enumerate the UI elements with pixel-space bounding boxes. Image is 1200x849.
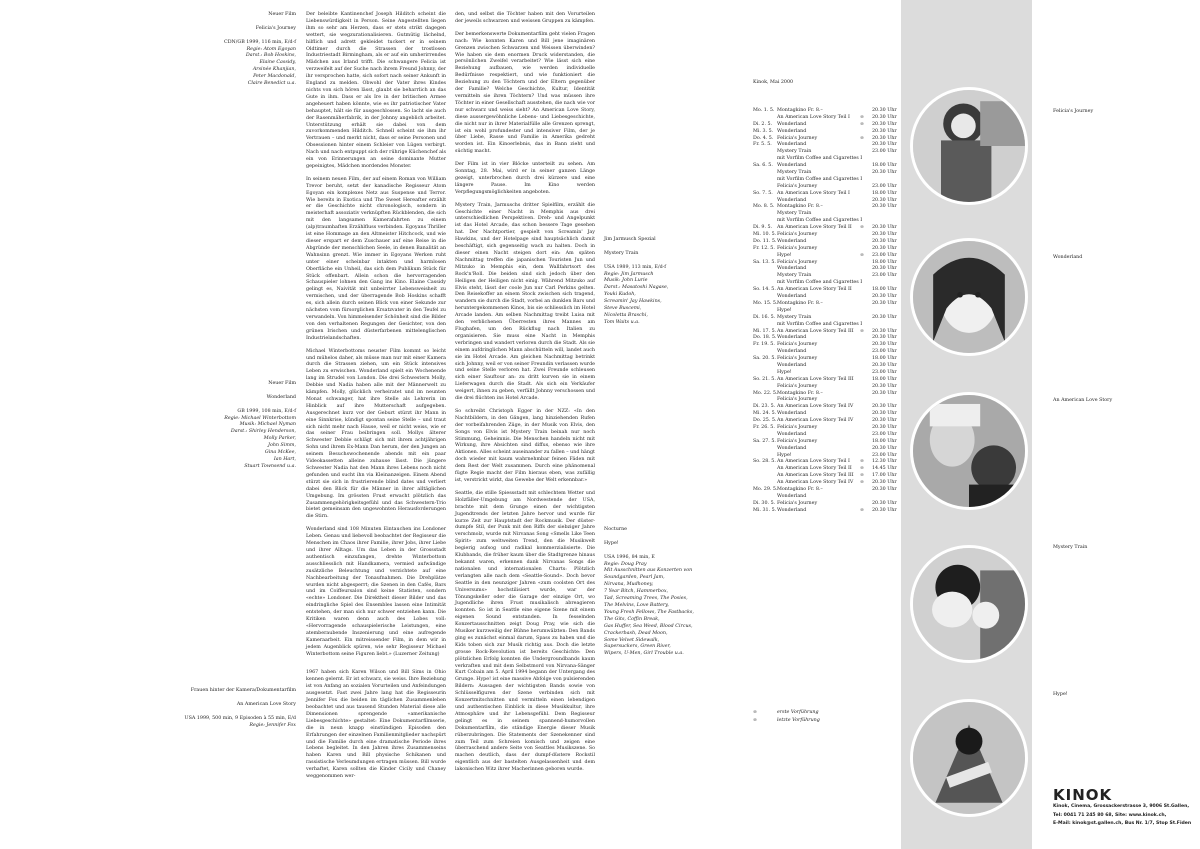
credit-line: Stuart Townsend u.a.	[244, 463, 296, 469]
schedule-title: An American Love Story Teil I	[777, 459, 850, 465]
credit-line: Claire Benedict u.a.	[247, 81, 296, 87]
meta-line: An American Love Story	[236, 701, 296, 707]
schedule-title: Wonderland	[777, 335, 807, 341]
credit-line: Soundgarden, Pearl Jam,	[604, 575, 665, 581]
schedule-time: 20.30 Uhr	[872, 335, 897, 341]
schedule-row	[753, 300, 897, 308]
schedule-title: Wonderland	[777, 507, 807, 513]
schedule-time: 20.30 Uhr	[872, 418, 897, 424]
schedule-title: An American Love Story Teil IV	[777, 404, 854, 410]
credit-line: The Melvins, Love Battery,	[604, 602, 669, 608]
schedule-legend	[753, 709, 820, 725]
credit-line: Nirvana, Mudhoney,	[604, 582, 654, 588]
meta-line: Neuer Film	[268, 381, 296, 386]
schedule-mark: ∞	[860, 328, 864, 334]
credit-line: The Gits, Coffin Break,	[604, 616, 660, 622]
schedule-row	[753, 135, 897, 143]
schedule-date: Di. 16. 5.	[753, 314, 776, 320]
schedule-title: Felicia's Journey	[777, 183, 818, 189]
schedule-date: Mo. 1. 5.	[753, 108, 775, 113]
meta-line: Nocturne	[604, 527, 628, 532]
credit-line: Gas Huffer, Sea Weed, Blood Circus,	[604, 623, 693, 629]
schedule-date: Do. 18. 5.	[753, 335, 777, 341]
schedule-row	[753, 252, 897, 260]
article-column-1	[306, 12, 446, 787]
schedule-time: 20.30 Uhr	[872, 225, 897, 231]
schedule-row	[753, 128, 897, 136]
schedule-time: 12.30 Uhr	[872, 459, 897, 465]
contact-line: Tel: 0041 71 245 80 68, Site: www.kinok.ch,	[1053, 812, 1167, 818]
schedule-time: 20.30 Uhr	[872, 294, 897, 300]
schedule-time: 23.00 Uhr	[872, 349, 897, 355]
film-meta-american-love-story	[158, 688, 296, 729]
credit-line: Youki Kudoh,	[604, 292, 636, 298]
schedule-title: Felicia's Journey	[777, 438, 818, 444]
schedule-date: Mi. 31. 5.	[753, 507, 777, 513]
schedule-title: Wonderland	[777, 294, 807, 300]
schedule-date: So. 14. 5.	[753, 287, 776, 293]
schedule-date: Di. 9. 5.	[753, 225, 773, 231]
schedule-title: Wonderland	[777, 121, 807, 127]
schedule-mark: ∞	[860, 252, 864, 258]
schedule-date: Mo. 29. 5.	[753, 486, 778, 492]
schedule-row	[753, 486, 897, 494]
schedule-row	[753, 142, 897, 149]
schedule-title: Wonderland	[777, 142, 807, 148]
meta-line	[604, 258, 744, 265]
schedule-time: 20.30 Uhr	[872, 342, 897, 348]
meta-line	[178, 19, 296, 26]
credit-line: Mit Ausschnitten aus Konzerten von	[604, 568, 693, 574]
schedule-time: 20.30 Uhr	[872, 114, 897, 120]
legend-symbol: ∞	[753, 718, 757, 723]
schedule-title: An American Love Story Teil I	[777, 190, 850, 196]
schedule-row	[753, 418, 897, 425]
credit-line: Darst.: Shirley Henderson,	[230, 429, 296, 435]
credit-line: John Simm,	[268, 443, 296, 449]
schedule-title: Montagkino Fr. 8.–	[777, 486, 823, 492]
credit-line: Regie: Atom Egoyan	[246, 46, 296, 52]
credit-line: Regie: Michael Winterbottom	[224, 415, 296, 421]
schedule-title: Montagkino Fr. 8.–	[777, 300, 823, 306]
schedule-title: An American Love Story Teil IV	[777, 418, 854, 424]
contact-line: Kinok, Cinema, Grossackerstrasse 3, 9006 St.Gallen,	[1053, 804, 1190, 809]
meta-line	[158, 709, 296, 716]
schedule-title: Felicia's Journey	[777, 135, 818, 141]
schedule-title: Wonderland	[777, 238, 807, 244]
credit-line: Crackerbash, Dead Moon,	[604, 630, 668, 636]
legend-text: erste Vorführung	[777, 710, 819, 715]
schedule-row	[753, 190, 897, 198]
schedule-date: Fr. 5. 5.	[753, 142, 772, 148]
schedule-row	[753, 445, 897, 453]
schedule-title: Wonderland	[777, 362, 807, 368]
schedule-time: 20.30 Uhr	[872, 314, 897, 320]
credit-line: Molly Parker,	[263, 436, 296, 442]
schedule-header: Kinok, Mai 2000	[753, 80, 794, 85]
schedule-date: So. 7. 5.	[753, 190, 773, 196]
schedule-title: Mystery Train	[777, 314, 812, 320]
schedule-date: So. 28. 5.	[753, 459, 776, 465]
schedule-title: mit Vorfilm Coffee and Cigarettes I	[777, 156, 863, 162]
schedule-title: An American Love Story Teil IV	[777, 480, 854, 486]
credit-line: Tom Waits u.a.	[604, 319, 640, 325]
schedule-title: Montagkino Fr. 8.–	[777, 108, 823, 113]
schedule-time: 18.00 Uhr	[872, 287, 897, 293]
schedule-time: 20.30 Uhr	[872, 238, 897, 244]
schedule-row	[753, 507, 897, 515]
kinok-logo: KINOK	[1053, 786, 1113, 804]
schedule-row	[753, 383, 897, 391]
schedule-title: Wonderland	[777, 163, 807, 169]
schedule-time: 20.30 Uhr	[872, 383, 897, 389]
credit-line: Steve Buscemi,	[604, 306, 642, 312]
schedule-time: 20.30 Uhr	[872, 390, 897, 396]
meta-line: Mystery Train	[604, 250, 639, 256]
schedule-title: Felicia's Journey	[777, 500, 818, 506]
schedule-row	[753, 369, 897, 377]
schedule-row	[753, 232, 897, 239]
meta-line: USA 1999, 500 min, 9 Episoden à 55 min, E/d	[184, 715, 296, 721]
schedule-row	[753, 225, 897, 232]
schedule-row	[753, 294, 897, 301]
schedule-row	[753, 362, 897, 370]
photo-hype	[910, 699, 1028, 817]
caption-american-love-story: An American Love Story	[1053, 398, 1113, 403]
schedule-time: 18.00 Uhr	[872, 190, 897, 196]
photo-wonderland	[910, 238, 1028, 356]
schedule-title: Wonderland	[777, 349, 807, 355]
schedule-row	[753, 204, 897, 211]
schedule-title: An American Love Story Teil II	[777, 287, 852, 293]
schedule-time: 20.30 Uhr	[872, 362, 897, 368]
schedule-time: 20.30 Uhr	[872, 480, 897, 486]
schedule-time: 20.30 Uhr	[872, 500, 897, 506]
article-column-2	[455, 12, 595, 780]
caption-wonderland: Wonderland	[1053, 255, 1083, 260]
credit-line: Ian Hart,	[273, 456, 296, 462]
paragraph: 1967 haben sich Karen Wilson und Bill Sims in Ohio kennen gelernt. Er ist schwarz, sie weiss. Ihre Beziehung ist von Anfang an sozialen Vorurteilen und Anfeindungen ausgesetzt. Fast zwei Jahre lang hat die Regisseurin Jennifer Fox die beiden im täglichen Zusammenleben beobachtet und aus tausend Stunden Material diese alle Dimensionen sprengende «amerikanische Liebesgeschichte» gestaltet: Eine Dokumentarfilmserie, die in neun knapp einstündigen Episoden den Erfahrungen der einzelnen Familienmitglieder nachspürt und die Familie durch eine dramatische Periode ihres Lebens begleitet. In den Jahren ihres Zusammenseins haben Karen und Bill physische Schikanen und rassistische Verleumdungen ertragen müssen. Bill wurde verhaftet, Karen sollten die Kinder Cicily und Chaney weggenommen wer-	[306, 670, 446, 780]
schedule-title: Wonderland	[777, 411, 807, 417]
schedule-title: An American Love Story Teil II	[777, 466, 852, 472]
credit-line: Regie: Jim Jarmusch	[604, 271, 654, 277]
schedule-time: 18.00 Uhr	[872, 163, 897, 169]
schedule-time: 20.30 Uhr	[872, 142, 897, 148]
meta-line: Hype!	[604, 540, 619, 546]
credit-line: Screamin' Jay Hawkins,	[604, 299, 662, 305]
contact-line: E-Mail: kinok@st.gallen.ch, Bus Nr. 1/7, Stop St.Fiden	[1053, 821, 1192, 827]
credit-line: Darst.: Bob Hoskins,	[245, 53, 296, 59]
caption-hype: Hype!	[1053, 692, 1068, 697]
credit-line: Darst.: Masatoshi Nagase,	[604, 285, 669, 291]
schedule-title: An American Love Story Teil III	[777, 376, 854, 382]
credit-line: Musik: Michael Nyman	[239, 422, 296, 428]
schedule-mark: ∞	[860, 225, 864, 231]
schedule-time: 14.45 Uhr	[872, 466, 897, 472]
schedule-title: Hype!	[777, 452, 792, 458]
schedule-time: 23.00 Uhr	[872, 183, 897, 189]
schedule-mark: ∞	[860, 121, 864, 127]
schedule-title: mit Vorfilm Coffee and Cigarettes I	[777, 176, 863, 182]
schedule-row	[753, 245, 897, 253]
schedule-title: Felicia's Journey	[777, 397, 818, 403]
schedule-title: Wonderland	[777, 493, 807, 499]
schedule-title: mit Vorfilm Coffee and Cigarettes I	[777, 321, 863, 327]
meta-line: Felicia's Journey	[255, 25, 296, 31]
schedule-row	[753, 259, 897, 267]
schedule-date: So. 21. 5.	[753, 376, 776, 382]
paragraph: Der Film ist in vier Blöcke unterteilt zu sehen. Am Sonntag, 28. Mai, wird er in seiner ganzen Länge gezeigt, unterbrochen durch drei kürzere und eine längere Pause. Im Kino werden Verpflegungsmöglichkeiten angeboten.	[455, 162, 595, 195]
schedule-mark: ∞	[860, 459, 864, 465]
meta-line: GB 1999, 108 min, E/d-f	[237, 408, 296, 414]
meta-line	[604, 534, 744, 541]
schedule-title: Wonderland	[777, 445, 807, 451]
schedule-time: 23.00 Uhr	[872, 369, 897, 375]
credit-line: Wipers, U-Men, Girl Trouble u.a.	[604, 651, 684, 657]
schedule-title: mit Vorfilm Coffee and Cigarettes I	[777, 218, 863, 224]
schedule-row	[753, 266, 897, 273]
schedule-date: Fr. 19. 5.	[753, 342, 775, 348]
film-meta-felicia	[178, 12, 296, 88]
schedule-time: 23.00 Uhr	[872, 252, 897, 258]
meta-line: USA 1996, 84 min, E	[604, 554, 655, 560]
schedule-mark: ∞	[860, 473, 864, 479]
film-meta-wonderland	[178, 381, 296, 471]
schedule-title: Wonderland	[777, 431, 807, 437]
photo-american-love-story	[910, 392, 1028, 510]
meta-line	[604, 244, 744, 251]
schedule-date: Fr. 26. 5.	[753, 424, 775, 430]
schedule-time: 20.30 Uhr	[872, 121, 897, 127]
schedule-row	[753, 424, 897, 432]
schedule-table	[753, 108, 897, 515]
paragraph: Michael Winterbottoms neuster Film kommt so leicht und mühelos daher, als müsse man nur mit einer Kamera durch die Strassen ziehen, um ein Stück intensives Leben zu erwischen. Wonderland spielt ein Wochenende lang im Strudel von London. Die drei Schwestern Molly, Debbie und Nadia haben alle mit der Männerwelt zu kämpfen. Molly, glücklich verheiratet und im neunten Monat schwanger, hat ihre Stelle als Lehrerin im Hinblick auf ihre Mutterschaft aufgegeben. Ausgerechnet kurz vor der Geburt stürzt ihr Mann in eine Sinnkrise, kündigt spontan seine Stelle – und traut sich nicht mehr nach Hause, weil er nicht weiss, wie er das seiner Frau beibringen soll. Mollys älterer Schwester Debbie schlägt sich mit ihrem achtjährigen Sohn und ihrem Ex-Mann Dan herum, der den Jungen an seinem Besuchswochenende abends mit ein paar Videokassetten alleine zuhause lässt. Die jüngere Schwester Nadia hat den Mann ihres Lebens noch nicht gefunden und sucht ihn via Kleinanzeigen. Einem Abend stürzt sie sich in frustrierende blind dates und verliert dabei den Blick für die Männer in ihrer alltäglichen Umgebung. Im grössten Frust erwacht plötzlich das Zusammengehörigkeitsgefühl und das Schwestern-Trio bietet gemeinsam den ungewohnten Herausforderungen die Stirn.	[306, 348, 446, 520]
schedule-row	[753, 170, 897, 177]
schedule-title: Mystery Train	[777, 149, 812, 155]
credit-line: Gina McKee,	[264, 450, 296, 456]
schedule-time: 20.30 Uhr	[872, 424, 897, 430]
schedule-time: 20.30 Uhr	[872, 204, 897, 210]
schedule-time: 20.30 Uhr	[872, 486, 897, 492]
paragraph: In seinem neuen Film, der auf einem Roman von William Trevor beruht, setzt der kanadische Regisseur Atom Egoyan ein komplexes Netz aus Suspense und Terror. Wie bereits in Exotica und The Sweet Hereafter erzählt er die Geschichte nicht chronologisch, sondern in meisterhaft assoziativ verknüpften Rückblenden, die sich mit den langsamen Kamerafahrten zu einem (alp)traumhaften Erzählfluss verbinden. Egoyans Thriller ist eine Hommage an den Altmeister Hitchcock, und wie dieser erspart er dem Zuschauer auf eine Reise in die Abgründe der menschlichen Seele, in denen Banalität an Wahnsinn grenzt. Wie immer in Egoyans Werken ruht unter einer scheinbar intakten und harmlosen Oberfläche ein Unheil, das sich dem Publikum Stück für Stück offenbart. Allein schon die hervorragenden Schauspieler lohnen den Gang ins Kino. Elaine Cassidy gelingt es, Naivität mit unbeirrter Lebensweisheit zu vermischen, und der überragende Bob Hoskins schafft es, sich allein durch seinen Blick von einer Sekunde zur nächsten vom fürsorglichen Ersatzvater in den Teufel zu verwandeln. Von himmelsender Schönheit sind die Bilder von den verhaltenen Regungen der Gesichter, von den grünen Irischen und düsterfarbenen mittelenglischen Industrielandschaften.	[306, 176, 446, 341]
schedule-title: An American Love Story Teil III	[777, 473, 854, 479]
schedule-time: 20.30 Uhr	[872, 245, 897, 251]
paragraph: Seattle, die stille Spiessstadt mit schlechtem Wetter und Holzfäller-Umgebung am Nordwestende der USA, brachte mit dem Grunge einen der wichtigsten Jugendtrends der letzten Jahre hervor und wurde für kurze Zeit zur Hauptstadt der Rockmusik. Der düster-dumpfe Stil, der Punk mit den Riffs der siebziger Jahre verschmolz, wurde mit Nirvanas Song «Smells Like Teen Spirit» zum weltweiten Trend, den die Musikwelt begierig aufsog und radikal kommerzialisierte. Die Klubbands, die früher kaum über die Stadtgrenze hinaus bekannt waren, erkennen dank Nirvanas Songs die nationalen und internationalen Charts: Plötzlich verlangten alle nach dem «Seattle-Sound». Doch bevor Seattle in den neunziger Jahren «zum coolsten Ort des Universums» hochstilisiert wurde, war der Tönungskeller oder die Garage der einzige Ort, wo Jugendliche ihren Frust musikalisch abreagieren konnten. So ist in Seattle eine eigene Szene mit einem eigenen Sound entstanden. In fesselnden Konzertausschnitten zeigt Doug Pray, wie sich die Musiker kurzweilig der Bühne herumwälzten: Den Bands ging es zunächst einmal darum, Spass zu haben und die Kids toben sich zur Musik richtig aus. Doch die letzte grosse Rock-Revolution ist bereits Geschichte: Den plötzlichen Erfolg konnten die Undergroundbands kaum verkraften und mit dem Selbstmord von Nirvana-Sänger Kurt Cobain am 5. April 1994 begann der Untergang des Grunge. Hype! ist eine massive Abfolge von pulsierenden Bildern: Aussagen der wichtigsten Bands sowie von Schlüsselfiguren der Szene verbinden sich mit Konzertmitschnitten und vermitteln einen lebendigen und authentischen Einblick in diese Musikkultur, ihre Atmosphäre und ihr Lebensgefühl. Dem Regisseur gelingt es in seinem spannend-humorvollen Dokumentarfilm, die ständige Energie dieser Musik rüberzubringen. Die Statements der Szenekenner sind zum Teil zum Schreien komisch und zeigen eine überraschend andere Seite von Seattles Musikszene. So machen deutlich, dass der dumpf-düstere Rockstil eigentlich aus der bastelten Ausgelassenheit und dem lakonischen Witz ihrer Macherinnen geboren wurde.	[455, 490, 595, 773]
paragraph: Der beleibte Kantinenchef Joseph Hilditch scheint die Liebenswürdigkeit in Person. Seine Angestellten liegen ihm so sehr am Herzen, dass er stets strikt dagegen wettert, sie wegzurationalisieren. Gutmütig lächelnd, hilflich und adrett gekleidet tuckert er in seinem Oldtimer durch die Strassen der trostlosen Industriestadt Birmingham, als er auf ein umherirrendes Mädchen aus Irland trifft. Die schwangere Felicia ist verzweifelt auf der Suche nach ihrem Freund Johnny, der ihr versprochen hatte, sich sofort nach seiner Ankunft in England zu melden. Obwohl der Vater ihres Kindes nichts von sich hören lässt, glaubt sie beharrlich an das Gute in ihm. Dass er als Ire in der britischen Armee angeheuert haben könnte, wie es ihr patriotischer Vater behauptet, hält sie für ausgeschlossen. So lacht sie auch der Rasenmäherfabrik, in der Johnny angeblich arbeitet. Unterstützung erhält sie dabei von dem zuvorkommenden Hilditch. Schnell scheint sie ihm ihr Vertrauen – und merkt nicht, dass er seine Personen und Obsessionen hinter einem Schleier von Lügen verbirgt. Nach und nach entpuppt sich der rührige Küchenchef als ein von Erinnerungen an seine dominante Mutter gepeinigtes, Mädchen mordendes Monster.	[306, 12, 446, 169]
schedule-date: Mo. 15. 5.	[753, 300, 778, 306]
legend-item	[753, 709, 820, 717]
schedule-mark: ∞	[860, 114, 864, 120]
caption-felicias-journey: Felicia's Journey	[1053, 109, 1094, 114]
meta-line: Neuer Film	[268, 12, 296, 17]
schedule-date: Di. 30. 5.	[753, 500, 776, 506]
schedule-mark: ∞	[860, 135, 864, 141]
credit-line: Tad, Screaming Trees, The Posies,	[604, 596, 688, 602]
schedule-time: 20.30 Uhr	[872, 135, 897, 141]
schedule-date: Mo. 22. 5.	[753, 390, 778, 396]
legend-item	[753, 717, 820, 725]
schedule-time: 18.00 Uhr	[872, 438, 897, 444]
schedule-row	[753, 238, 897, 246]
paragraph: So schreibt Christoph Egger in der NZZ: «In den Nachtbildern, in den Gängen, lang hinziehenden Rufen der vorbeifahrenden Züge, in der Musik von Elvis, den Songs von Elvis ist Mystery Train beinah nur noch Stimmung, Geheimnis. Die Menschen handeln nicht mit Wirkung, ihre Absichten sind diffus, ebenso wie ihre Aktionen. Alles scheint auseinander zu fallen – und hängt doch wieder mit kaum wahrnehmbar feinen Fäden mit dem Rest der Welt zusammen. Durch eine phänomenal fügte Regie macht der Film hieraus eben, was zufällig ist, verstrickt wirkt, das Gewebe der Welt erkennbar.»	[455, 408, 595, 483]
schedule-time: 20.30 Uhr	[872, 328, 897, 334]
schedule-date: Mi. 3. 5.	[753, 128, 774, 134]
schedule-time: 23.00 Uhr	[872, 273, 897, 279]
schedule-time: 23.00 Uhr	[872, 452, 897, 458]
schedule-title: Mystery Train	[777, 273, 812, 279]
schedule-time: 20.30 Uhr	[872, 411, 897, 417]
schedule-row	[753, 156, 891, 163]
schedule-row	[753, 163, 897, 170]
schedule-title: Wonderland	[777, 128, 807, 134]
schedule-time: 20.30 Uhr	[872, 108, 897, 113]
schedule-row	[753, 114, 897, 122]
schedule-row	[753, 322, 891, 329]
meta-line: CDN/GB 1999, 116 min, E/d-f	[224, 39, 296, 45]
schedule-time: 20.30 Uhr	[872, 232, 897, 238]
schedule-title: mit Vorfilm Coffee and Cigarettes I	[777, 280, 863, 286]
paragraph: Mystery Train, Jarmuschs dritter Spielfilm, erzählt die Geschichte einer Nacht in Memphis aus drei unterschiedlichen Perspektiven. Dreh- und Angelpunkt ist das Hotel Arcade, das schon bessere Tage gesehen hat. Der Nachtportier, gespielt von Screamin' Jay Hawkins, und der Hotelpage sind hauptsächlich damit beschäftigt, sich gegenseitig wach zu halten. Doch in dieser einen Nacht steigen dort ein: Am späten Nachmittag treffen die japanischen Touristen Jun und Mitzuko in Memphis ein, dem Wallfahrtsort des Rock'n'Roll. Die beiden sind sich jedoch über den Heiligen der Heiligen nicht einig. Während Mitzuko auf Elvis steht, lässt der coole Jun nur Carl Perkins gelten. Den Reisekoffer an einem Stock zwischen sich tragend, wandern sie durch die Stadt, vorbei an dunklen Bars und heruntergekommenen Kinos, bis sie schliesslich im Hotel Arcade landen. Am selben Nachmittag treibt Luisa mit den verblichenen Überresten ihres Mannes am Flughafen, um den Rückflug nach Italien zu organisieren. Sie muss eine Nacht in Memphis verbringen und wandert verloren durch die Stadt. Als sie einem aufdringlichen Mann abschütteln will, landet auch sie im Hotel Arcade. Am gleichen Nachmittag betrinkt sich Johnny, weil er von seiner Freundin verlassen wurde und seine Stelle verloren hat. Zwei Freunde schleusen sich einer Sauftour an: zu dritt kurven sie in einem Lieferwagen durch die Stadt. Als sich ein Verkäufer weigert, ihnen zu geben, verfällt Johnny verschossen und die drei flüchten ins Hotel Arcade.	[455, 202, 595, 402]
meta-line	[178, 402, 296, 409]
schedule-title: Hype!	[777, 307, 792, 313]
credit-line: Peter Macdonald,	[253, 74, 296, 80]
schedule-title: An American Love Story Teil I	[777, 114, 850, 120]
schedule-title: Felicia's Journey	[777, 245, 818, 251]
schedule-title: Felicia's Journey	[777, 232, 818, 238]
credit-line: Elaine Cassidy,	[259, 60, 296, 66]
schedule-date: Do. 11. 5.	[753, 238, 777, 244]
credit-line: Regie: Doug Pray	[604, 561, 647, 567]
schedule-row	[753, 390, 897, 398]
schedule-date: Mi. 24. 5.	[753, 411, 777, 417]
schedule-time: 20.30 Uhr	[872, 300, 897, 306]
credit-line: 7 Year Bitch, Hammerbox,	[604, 589, 669, 595]
schedule-row	[753, 183, 897, 191]
schedule-title: Felicia's Journey	[777, 383, 818, 389]
schedule-time: 20.30 Uhr	[872, 404, 897, 410]
schedule-title: Felicia's Journey	[777, 424, 818, 430]
schedule-date: Mo. 8. 5.	[753, 204, 775, 210]
photo-mystery-train	[910, 545, 1028, 663]
schedule-date: Fr. 12. 5.	[753, 245, 775, 251]
schedule-row	[753, 376, 897, 384]
schedule-date: Sa. 27. 5.	[753, 438, 776, 444]
legend-text: letzte Vorführung	[777, 718, 820, 723]
schedule-time: 20.30 Uhr	[872, 128, 897, 134]
meta-line	[178, 33, 296, 40]
schedule-row	[753, 308, 891, 315]
schedule-row	[753, 480, 897, 487]
photo-felicias-journey	[910, 87, 1028, 205]
meta-line	[178, 388, 296, 395]
meta-line	[158, 695, 296, 702]
schedule-date: Mi. 17. 5.	[753, 328, 777, 334]
schedule-time: 20.30 Uhr	[872, 170, 897, 176]
paragraph: Wonderland sind 108 Minuten Eintauchen ins Londoner Leben. Genau und liebevoll beobachtet der Regisseur die Menschen im Chaos ihrer Familie, ihrer Jobs, ihrer Liebe und ihrer Alltags. Um das Leben in der Grossstadt authentisch einzufangen, drehte Winterbottom ausschliesslich mit Handkamera, vermied aufwändige zusätzliche Beleuchtung und verzichtete auf eine Nachbearbeitung der Tonaufnahmen. Die Drehplätze wurden nicht abgesperrt; die Szenen in den Cafés, Bars und im Coiffeursalon sind keine Statisten, sondern «echte» Londoner. Die Direktheit dieser Bilder und das eindringliche Spiel des Ensembles lassen eine Intimität entstehen, der man sich nur schwer entziehen kann. Die Kritiken waren denn auch des Lobes voll: «Hervorragende schauspielerische Leistungen, eine atemberaubende Inszenierung und eine aufregende Kameraarbeit. Ein mitreissender Film, in dem wir in jedem Augenblick spüren, wie sehr Regisseur Michael Winterbottom seine Figuren liebt.» (Luzerner Zeitung)	[306, 527, 446, 657]
paragraph: den, und selbst die Töchter haben mit den Vorurteilen der jeweils schwarzen und weissen Gruppen zu kämpfen.	[455, 12, 595, 24]
schedule-time: 20.30 Uhr	[872, 507, 897, 513]
schedule-row	[753, 287, 897, 294]
schedule-mark: ∞	[860, 466, 864, 472]
meta-line	[604, 548, 744, 555]
credit-line: Young Fresh Fellows, The Fastbacks,	[604, 609, 694, 615]
schedule-row	[753, 431, 897, 439]
schedule-date: Do. 25. 5.	[753, 418, 777, 424]
schedule-time: 23.00 Uhr	[872, 149, 897, 155]
schedule-time: 18.00 Uhr	[872, 356, 897, 362]
schedule-time: 20.30 Uhr	[872, 197, 897, 203]
schedule-title: Felicia's Journey	[777, 342, 818, 348]
schedule-row	[753, 108, 897, 115]
credit-line: Musik: John Lurie	[604, 278, 648, 284]
schedule-date: Mi. 10. 5.	[753, 232, 777, 238]
schedule-title: An American Love Story Teil II	[777, 225, 852, 231]
schedule-title: Hype!	[777, 369, 792, 375]
meta-line: USA 1989, 113 min, E/d-f	[604, 264, 667, 270]
schedule-date: Sa. 20. 5.	[753, 356, 776, 362]
schedule-title: Montagkino Fr. 8.–	[777, 204, 823, 210]
schedule-time: 18.00 Uhr	[872, 376, 897, 382]
credit-line: Nicoletta Braschi,	[604, 312, 648, 318]
schedule-time: 18.00 Uhr	[872, 259, 897, 265]
schedule-title: An American Love Story Teil III	[777, 328, 854, 334]
legend-symbol: ∞	[753, 710, 757, 715]
credit-line: Supersuckers, Green River,	[604, 644, 671, 650]
paragraph: Der bemerkenswerte Dokumentarfilm geht vielen Fragen nach: Wie konnten Karen und Bill jene imaginären Grenzen zwischen Schwarzen und Weissen überwinden? Wie haben sie dem enormen Druck widerstanden, die persönlichen Zweifel verarbeitet? Wie lässt sich eine Beziehung aufbauen, wie werden individuelle Bedürfnisse respektiert, und wie funktioniert die Beziehung zu den Töchtern und der Eltern gegenüber der Familie? Welche Geschichte, Kultur, Identität vermitteln sie ihren Töchtern? Und was müssen ihre Töchter in einer Gesellschaft ausstehen, die nach wie vor nur schwarz und weiss sieht? An American Love Story, diese aussergewöhnliche Lebens- und Liebesgeschichte, die nicht nur in ihrer Materialfülle alle Grenzen sprengt, ist ein wohl profundester und intensiver Film, der je über Liebe, Rasse und Familie in Amerika gedreht worden ist. Ein Kinoerlebnis, das in Bann zieht und süchtig macht.	[455, 31, 596, 155]
schedule-row	[753, 438, 897, 446]
schedule-row	[753, 342, 897, 349]
schedule-row	[753, 177, 891, 184]
schedule-title: Wonderland	[777, 197, 807, 203]
schedule-row	[753, 500, 897, 508]
schedule-date: Di. 2. 5.	[753, 121, 773, 127]
schedule-date: Do. 4. 5.	[753, 135, 774, 141]
schedule-row	[753, 314, 897, 322]
schedule-row	[753, 121, 897, 129]
caption-mystery-train: Mystery Train	[1053, 545, 1088, 550]
schedule-mark: ∞	[860, 507, 864, 513]
meta-line: Jim Jarmusch Spezial	[604, 237, 656, 242]
schedule-title: Mystery Train	[777, 170, 812, 176]
schedule-row	[753, 356, 897, 363]
schedule-row	[753, 494, 891, 501]
schedule-title: Mystery Train	[777, 211, 812, 217]
contact-info	[1053, 803, 1191, 829]
credit-line: Some Velvet Sidewalk,	[604, 637, 660, 643]
film-meta-mystery-train	[604, 237, 744, 327]
credit-line: Arsinée Khanjian,	[252, 67, 296, 73]
schedule-title: Hype!	[777, 252, 792, 258]
schedule-time: 20.30 Uhr	[872, 266, 897, 272]
schedule-time: 23.00 Uhr	[872, 431, 897, 437]
schedule-time: 20.30 Uhr	[872, 445, 897, 451]
schedule-title: Felicia's Journey	[777, 259, 818, 265]
meta-line: Wonderland	[266, 394, 296, 400]
credit-line: Regie: Jennifer Fox	[249, 722, 296, 728]
schedule-date: Di. 23. 5.	[753, 404, 776, 410]
schedule-date: Sa. 6. 5.	[753, 163, 773, 169]
schedule-time: 17.00 Uhr	[872, 473, 897, 479]
schedule-title: Wonderland	[777, 266, 807, 272]
film-meta-hype	[604, 527, 744, 658]
meta-line: Frauen hinter der Kamera/Dokumentarfilm	[190, 688, 296, 693]
schedule-mark: ∞	[860, 480, 864, 486]
schedule-title: Montagkino Fr. 8.–	[777, 390, 823, 396]
schedule-title: Felicia's Journey	[777, 356, 818, 362]
schedule-date: Sa. 13. 5.	[753, 259, 776, 265]
